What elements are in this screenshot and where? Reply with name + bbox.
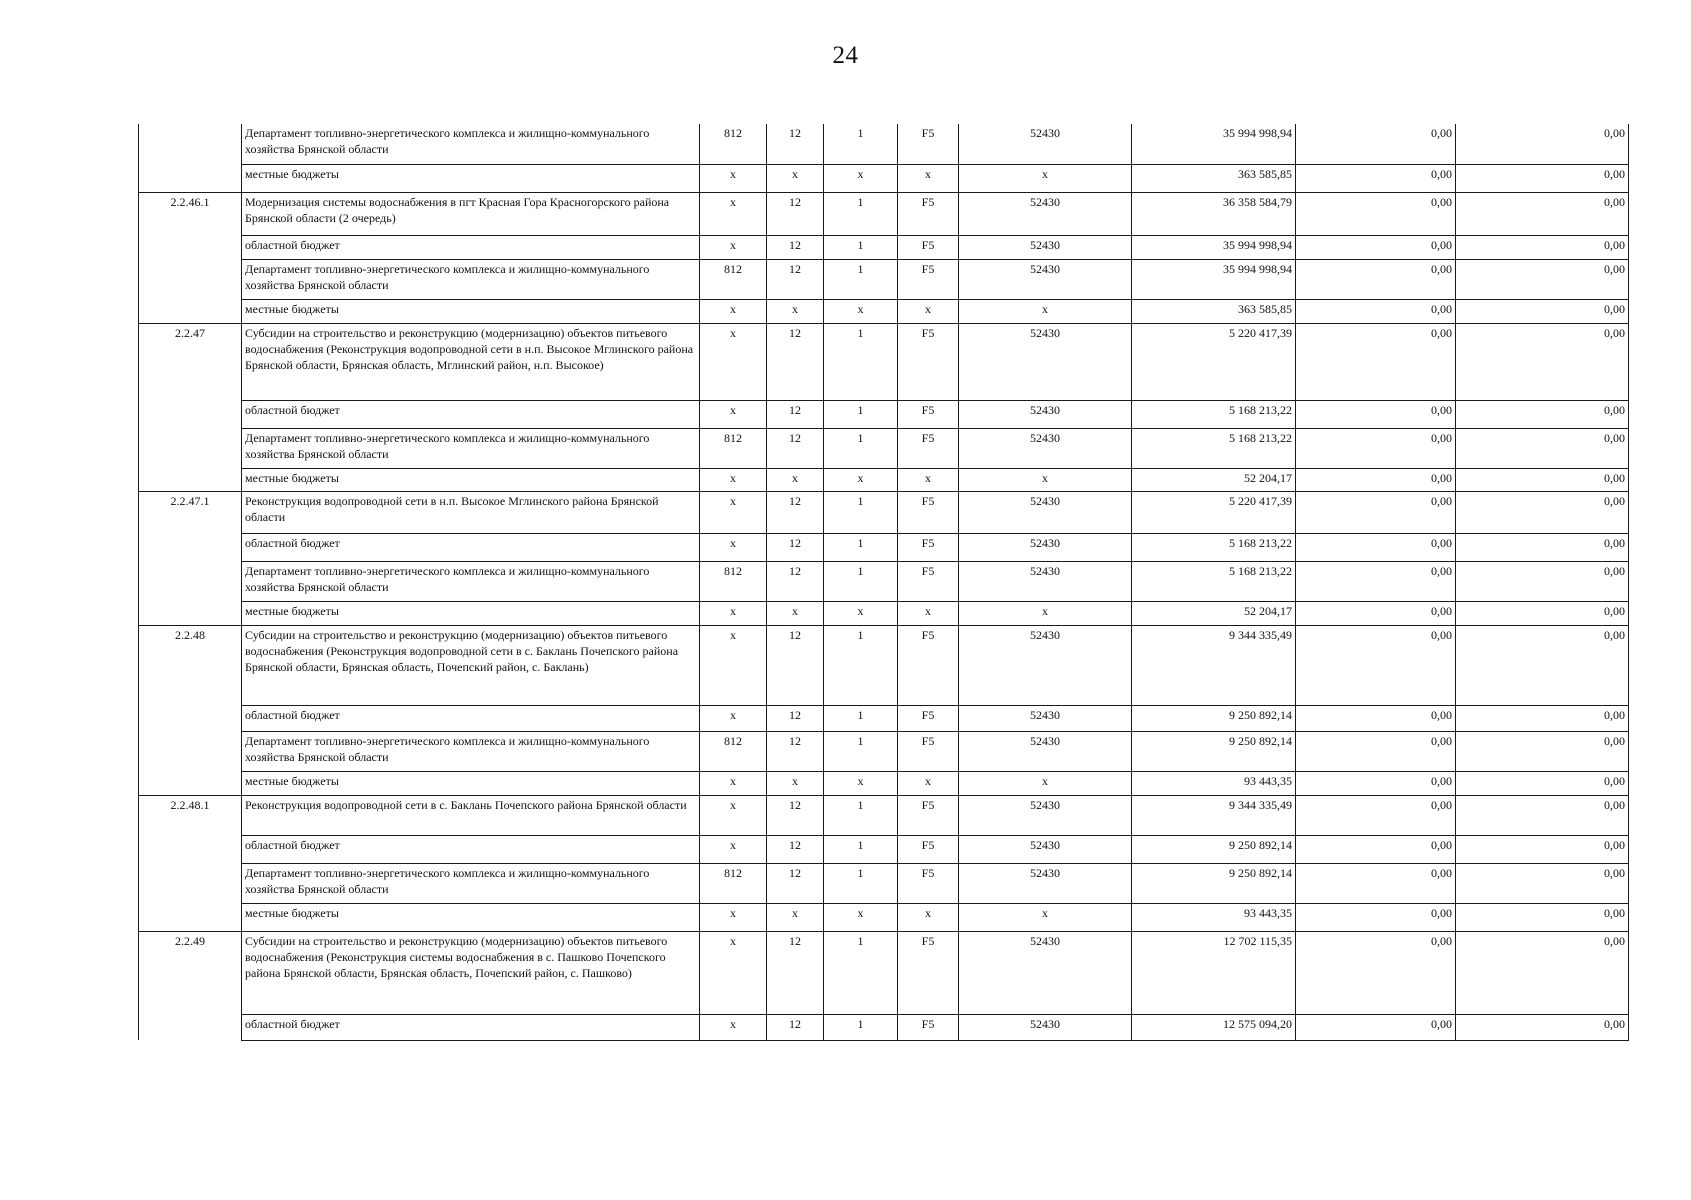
cell-amount-year-1: 5 168 213,22: [1132, 561, 1296, 601]
cell-amount-year-3: 0,00: [1456, 235, 1629, 259]
cell-expense-direction: 52430: [959, 533, 1132, 561]
cell-pr: 1: [824, 124, 898, 164]
cell-target-article: F5: [898, 491, 959, 533]
cell-target-article: F5: [898, 400, 959, 428]
cell-amount-year-1: 52 204,17: [1132, 601, 1296, 625]
cell-amount-year-2: 0,00: [1296, 601, 1456, 625]
cell-name: Модернизация системы водоснабжения в пгт Красная Гора Красногорского района Брянской области (2 очередь): [242, 192, 700, 235]
cell-name: Департамент топливно-энергетического комплекса и жилищно-коммунального хозяйства Брянской области: [242, 259, 700, 299]
cell-pr: 1: [824, 259, 898, 299]
cell-rz: 12: [767, 931, 824, 1014]
cell-rz: 12: [767, 705, 824, 731]
cell-rz: 12: [767, 625, 824, 705]
cell-code: [139, 731, 242, 771]
cell-rz: 12: [767, 400, 824, 428]
cell-name: местные бюджеты: [242, 299, 700, 323]
cell-expense-direction: х: [959, 468, 1132, 491]
cell-amount-year-3: 0,00: [1456, 468, 1629, 491]
cell-code: [139, 561, 242, 601]
cell-pr: 1: [824, 561, 898, 601]
cell-amount-year-1: 9 250 892,14: [1132, 863, 1296, 903]
cell-amount-year-1: 35 994 998,94: [1132, 124, 1296, 164]
table-row: [139, 164, 1629, 192]
cell-rz: 12: [767, 323, 824, 400]
cell-rz: 12: [767, 533, 824, 561]
cell-pr: 1: [824, 931, 898, 1014]
cell-name: областной бюджет: [242, 533, 700, 561]
cell-grbs: х: [700, 468, 767, 491]
cell-pr: х: [824, 468, 898, 491]
cell-code: 2.2.48: [139, 625, 242, 705]
cell-amount-year-2: 0,00: [1296, 533, 1456, 561]
cell-code: [139, 903, 242, 931]
table-row: [139, 400, 1629, 428]
cell-name: областной бюджет: [242, 235, 700, 259]
cell-amount-year-3: 0,00: [1456, 1014, 1629, 1040]
cell-amount-year-2: 0,00: [1296, 428, 1456, 468]
cell-amount-year-1: 35 994 998,94: [1132, 259, 1296, 299]
cell-code: [139, 164, 242, 192]
cell-pr: х: [824, 771, 898, 795]
table-row: [139, 903, 1629, 931]
cell-amount-year-1: 363 585,85: [1132, 299, 1296, 323]
cell-amount-year-1: 363 585,85: [1132, 164, 1296, 192]
table-row: [139, 1014, 1629, 1040]
cell-grbs: х: [700, 235, 767, 259]
cell-grbs: х: [700, 1014, 767, 1040]
cell-pr: 1: [824, 705, 898, 731]
cell-name: Департамент топливно-энергетического комплекса и жилищно-коммунального хозяйства Брянской области: [242, 863, 700, 903]
cell-grbs: 812: [700, 124, 767, 164]
cell-pr: 1: [824, 428, 898, 468]
cell-grbs: х: [700, 323, 767, 400]
cell-grbs: х: [700, 771, 767, 795]
cell-amount-year-2: 0,00: [1296, 731, 1456, 771]
cell-amount-year-1: 9 344 335,49: [1132, 625, 1296, 705]
cell-target-article: х: [898, 601, 959, 625]
cell-expense-direction: 52430: [959, 731, 1132, 771]
cell-target-article: х: [898, 903, 959, 931]
cell-grbs: 812: [700, 731, 767, 771]
cell-pr: 1: [824, 835, 898, 863]
cell-amount-year-2: 0,00: [1296, 323, 1456, 400]
table-row: [139, 931, 1629, 1014]
cell-amount-year-3: 0,00: [1456, 601, 1629, 625]
cell-rz: х: [767, 299, 824, 323]
cell-target-article: F5: [898, 795, 959, 835]
cell-amount-year-1: 93 443,35: [1132, 771, 1296, 795]
cell-amount-year-2: 0,00: [1296, 192, 1456, 235]
cell-pr: 1: [824, 400, 898, 428]
cell-pr: х: [824, 903, 898, 931]
table-row: [139, 491, 1629, 533]
cell-amount-year-3: 0,00: [1456, 561, 1629, 601]
cell-amount-year-1: 5 168 213,22: [1132, 533, 1296, 561]
cell-amount-year-3: 0,00: [1456, 835, 1629, 863]
cell-amount-year-3: 0,00: [1456, 164, 1629, 192]
cell-rz: х: [767, 903, 824, 931]
cell-amount-year-1: 36 358 584,79: [1132, 192, 1296, 235]
cell-rz: 12: [767, 731, 824, 771]
cell-rz: 12: [767, 124, 824, 164]
table-row: [139, 259, 1629, 299]
cell-amount-year-2: 0,00: [1296, 124, 1456, 164]
cell-grbs: х: [700, 835, 767, 863]
cell-expense-direction: 52430: [959, 259, 1132, 299]
cell-name: местные бюджеты: [242, 903, 700, 931]
cell-grbs: х: [700, 299, 767, 323]
cell-expense-direction: 52430: [959, 400, 1132, 428]
cell-grbs: х: [700, 491, 767, 533]
cell-code: 2.2.47.1: [139, 491, 242, 533]
cell-amount-year-3: 0,00: [1456, 795, 1629, 835]
cell-name: областной бюджет: [242, 400, 700, 428]
cell-expense-direction: 52430: [959, 835, 1132, 863]
cell-name: областной бюджет: [242, 1014, 700, 1040]
cell-amount-year-3: 0,00: [1456, 323, 1629, 400]
cell-rz: 12: [767, 795, 824, 835]
cell-target-article: F5: [898, 561, 959, 601]
cell-rz: х: [767, 601, 824, 625]
table-row: [139, 533, 1629, 561]
table-row: [139, 835, 1629, 863]
cell-expense-direction: 52430: [959, 561, 1132, 601]
cell-rz: 12: [767, 1014, 824, 1040]
cell-amount-year-3: 0,00: [1456, 428, 1629, 468]
cell-expense-direction: 52430: [959, 323, 1132, 400]
cell-expense-direction: х: [959, 601, 1132, 625]
cell-rz: х: [767, 468, 824, 491]
cell-code: [139, 299, 242, 323]
cell-code: [139, 428, 242, 468]
cell-name: Департамент топливно-энергетического комплекса и жилищно-коммунального хозяйства Брянской области: [242, 428, 700, 468]
cell-grbs: 812: [700, 428, 767, 468]
cell-amount-year-2: 0,00: [1296, 491, 1456, 533]
cell-code: [139, 705, 242, 731]
cell-grbs: х: [700, 931, 767, 1014]
cell-code: 2.2.47: [139, 323, 242, 400]
table-row: [139, 863, 1629, 903]
cell-pr: х: [824, 601, 898, 625]
cell-grbs: х: [700, 795, 767, 835]
cell-target-article: F5: [898, 428, 959, 468]
table-row: [139, 192, 1629, 235]
cell-code: [139, 400, 242, 428]
cell-code: [139, 771, 242, 795]
cell-amount-year-3: 0,00: [1456, 903, 1629, 931]
cell-amount-year-2: 0,00: [1296, 795, 1456, 835]
cell-code: [139, 124, 242, 164]
cell-amount-year-2: 0,00: [1296, 705, 1456, 731]
cell-name: Субсидии на строительство и реконструкцию (модернизацию) объектов питьевого водоснабжения (Реконструкция водопроводной сети в с. Баклань Почепского района Брянской области, Брянская область, Почепский район, с. Баклань): [242, 625, 700, 705]
cell-amount-year-3: 0,00: [1456, 192, 1629, 235]
cell-amount-year-3: 0,00: [1456, 400, 1629, 428]
cell-expense-direction: 52430: [959, 625, 1132, 705]
cell-amount-year-1: 35 994 998,94: [1132, 235, 1296, 259]
cell-pr: 1: [824, 1014, 898, 1040]
cell-amount-year-2: 0,00: [1296, 1014, 1456, 1040]
cell-target-article: F5: [898, 533, 959, 561]
cell-name: местные бюджеты: [242, 468, 700, 491]
table-row: [139, 299, 1629, 323]
cell-amount-year-2: 0,00: [1296, 931, 1456, 1014]
table-row: [139, 625, 1629, 705]
cell-target-article: F5: [898, 835, 959, 863]
cell-code: [139, 468, 242, 491]
cell-amount-year-1: 5 220 417,39: [1132, 491, 1296, 533]
cell-code: [139, 1014, 242, 1040]
cell-target-article: F5: [898, 192, 959, 235]
cell-target-article: х: [898, 468, 959, 491]
cell-amount-year-3: 0,00: [1456, 124, 1629, 164]
cell-pr: 1: [824, 323, 898, 400]
cell-target-article: F5: [898, 705, 959, 731]
cell-expense-direction: 52430: [959, 705, 1132, 731]
cell-amount-year-3: 0,00: [1456, 705, 1629, 731]
cell-amount-year-1: 9 344 335,49: [1132, 795, 1296, 835]
cell-name: областной бюджет: [242, 705, 700, 731]
cell-target-article: F5: [898, 259, 959, 299]
cell-code: [139, 235, 242, 259]
cell-expense-direction: 52430: [959, 192, 1132, 235]
cell-amount-year-2: 0,00: [1296, 299, 1456, 323]
cell-target-article: F5: [898, 731, 959, 771]
cell-name: областной бюджет: [242, 835, 700, 863]
cell-amount-year-1: 5 220 417,39: [1132, 323, 1296, 400]
cell-pr: 1: [824, 235, 898, 259]
table-row: [139, 124, 1629, 164]
cell-grbs: х: [700, 705, 767, 731]
cell-target-article: F5: [898, 625, 959, 705]
cell-grbs: х: [700, 903, 767, 931]
cell-target-article: х: [898, 299, 959, 323]
cell-target-article: F5: [898, 323, 959, 400]
table-row: [139, 601, 1629, 625]
cell-grbs: х: [700, 164, 767, 192]
cell-rz: 12: [767, 259, 824, 299]
budget-table: [138, 124, 1629, 1041]
cell-amount-year-1: 5 168 213,22: [1132, 400, 1296, 428]
cell-rz: 12: [767, 428, 824, 468]
cell-pr: 1: [824, 625, 898, 705]
cell-name: Департамент топливно-энергетического комплекса и жилищно-коммунального хозяйства Брянской области: [242, 124, 700, 164]
cell-amount-year-1: 52 204,17: [1132, 468, 1296, 491]
cell-amount-year-2: 0,00: [1296, 164, 1456, 192]
cell-code: 2.2.46.1: [139, 192, 242, 235]
cell-amount-year-3: 0,00: [1456, 259, 1629, 299]
cell-expense-direction: х: [959, 164, 1132, 192]
cell-target-article: F5: [898, 931, 959, 1014]
cell-name: местные бюджеты: [242, 164, 700, 192]
cell-amount-year-1: 9 250 892,14: [1132, 705, 1296, 731]
cell-code: [139, 533, 242, 561]
cell-amount-year-1: 9 250 892,14: [1132, 731, 1296, 771]
cell-expense-direction: 52430: [959, 124, 1132, 164]
cell-target-article: F5: [898, 863, 959, 903]
cell-expense-direction: х: [959, 771, 1132, 795]
cell-code: 2.2.48.1: [139, 795, 242, 835]
cell-amount-year-2: 0,00: [1296, 863, 1456, 903]
cell-grbs: х: [700, 625, 767, 705]
cell-target-article: F5: [898, 1014, 959, 1040]
cell-rz: х: [767, 164, 824, 192]
cell-amount-year-3: 0,00: [1456, 299, 1629, 323]
cell-target-article: х: [898, 164, 959, 192]
cell-amount-year-1: 12 575 094,20: [1132, 1014, 1296, 1040]
cell-amount-year-2: 0,00: [1296, 835, 1456, 863]
cell-amount-year-3: 0,00: [1456, 625, 1629, 705]
cell-expense-direction: 52430: [959, 795, 1132, 835]
cell-name: местные бюджеты: [242, 601, 700, 625]
cell-amount-year-2: 0,00: [1296, 771, 1456, 795]
cell-name: Департамент топливно-энергетического комплекса и жилищно-коммунального хозяйства Брянской области: [242, 731, 700, 771]
cell-name: Реконструкция водопроводной сети в с. Баклань Почепского района Брянской области: [242, 795, 700, 835]
cell-amount-year-3: 0,00: [1456, 863, 1629, 903]
cell-rz: 12: [767, 561, 824, 601]
cell-expense-direction: 52430: [959, 428, 1132, 468]
cell-amount-year-2: 0,00: [1296, 625, 1456, 705]
cell-grbs: 812: [700, 259, 767, 299]
cell-amount-year-2: 0,00: [1296, 903, 1456, 931]
cell-amount-year-1: 5 168 213,22: [1132, 428, 1296, 468]
budget-table-body: [139, 124, 1629, 1040]
table-row: [139, 323, 1629, 400]
table-row: [139, 795, 1629, 835]
cell-amount-year-1: 9 250 892,14: [1132, 835, 1296, 863]
cell-target-article: F5: [898, 124, 959, 164]
cell-name: Субсидии на строительство и реконструкцию (модернизацию) объектов питьевого водоснабжения (Реконструкция системы водоснабжения в с. Пашково Почепского района Брянской области, Брянская область, Почепский район, с. Пашково): [242, 931, 700, 1014]
table-row: [139, 705, 1629, 731]
cell-pr: х: [824, 164, 898, 192]
cell-name: Департамент топливно-энергетического комплекса и жилищно-коммунального хозяйства Брянской области: [242, 561, 700, 601]
cell-expense-direction: 52430: [959, 931, 1132, 1014]
cell-code: [139, 835, 242, 863]
cell-expense-direction: 52430: [959, 863, 1132, 903]
page-number: 24: [832, 42, 859, 69]
cell-rz: 12: [767, 235, 824, 259]
cell-code: [139, 863, 242, 903]
cell-grbs: х: [700, 601, 767, 625]
cell-code: 2.2.49: [139, 931, 242, 1014]
table-row: [139, 428, 1629, 468]
table-row: [139, 561, 1629, 601]
cell-name: Реконструкция водопроводной сети в н.п. Высокое Мглинского района Брянской области: [242, 491, 700, 533]
cell-name: местные бюджеты: [242, 771, 700, 795]
cell-grbs: 812: [700, 863, 767, 903]
cell-rz: 12: [767, 192, 824, 235]
cell-amount-year-3: 0,00: [1456, 931, 1629, 1014]
cell-pr: х: [824, 299, 898, 323]
cell-amount-year-3: 0,00: [1456, 533, 1629, 561]
cell-pr: 1: [824, 863, 898, 903]
cell-pr: 1: [824, 533, 898, 561]
table-row: [139, 731, 1629, 771]
cell-amount-year-2: 0,00: [1296, 235, 1456, 259]
cell-expense-direction: 52430: [959, 1014, 1132, 1040]
cell-pr: 1: [824, 731, 898, 771]
cell-target-article: F5: [898, 235, 959, 259]
cell-amount-year-2: 0,00: [1296, 400, 1456, 428]
cell-amount-year-3: 0,00: [1456, 491, 1629, 533]
cell-amount-year-1: 12 702 115,35: [1132, 931, 1296, 1014]
cell-grbs: х: [700, 533, 767, 561]
cell-expense-direction: 52430: [959, 235, 1132, 259]
cell-rz: 12: [767, 863, 824, 903]
cell-pr: 1: [824, 491, 898, 533]
cell-amount-year-1: 93 443,35: [1132, 903, 1296, 931]
cell-name: Субсидии на строительство и реконструкцию (модернизацию) объектов питьевого водоснабжения (Реконструкция водопроводной сети в н.п. Высокое Мглинского района Брянской области, Брянская область, Мглинский район, н.п. Высокое): [242, 323, 700, 400]
cell-rz: 12: [767, 835, 824, 863]
cell-amount-year-2: 0,00: [1296, 259, 1456, 299]
cell-code: [139, 601, 242, 625]
cell-grbs: х: [700, 400, 767, 428]
cell-pr: 1: [824, 795, 898, 835]
cell-expense-direction: 52430: [959, 491, 1132, 533]
cell-rz: 12: [767, 491, 824, 533]
cell-grbs: х: [700, 192, 767, 235]
cell-expense-direction: х: [959, 903, 1132, 931]
cell-code: [139, 259, 242, 299]
cell-pr: 1: [824, 192, 898, 235]
cell-target-article: х: [898, 771, 959, 795]
cell-amount-year-3: 0,00: [1456, 771, 1629, 795]
cell-amount-year-2: 0,00: [1296, 561, 1456, 601]
cell-expense-direction: х: [959, 299, 1132, 323]
cell-amount-year-3: 0,00: [1456, 731, 1629, 771]
cell-grbs: 812: [700, 561, 767, 601]
cell-rz: х: [767, 771, 824, 795]
cell-amount-year-2: 0,00: [1296, 468, 1456, 491]
table-row: [139, 235, 1629, 259]
table-row: [139, 771, 1629, 795]
table-row: [139, 468, 1629, 491]
